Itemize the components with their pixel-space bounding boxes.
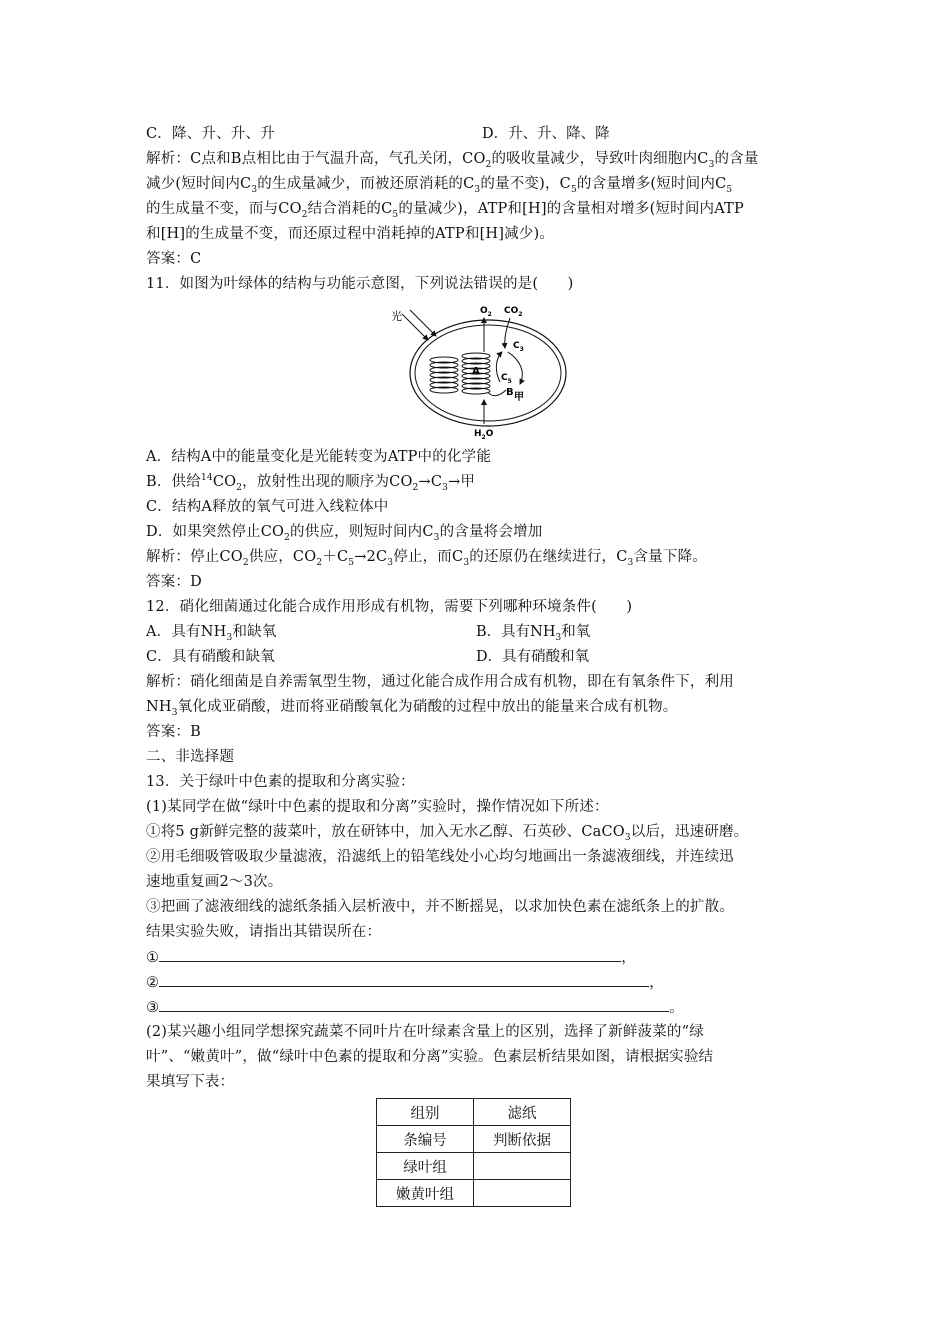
answer-blank-3[interactable]: ③ 。 [146,997,684,1018]
table-row [377,1126,571,1153]
section-heading: 二、非选择题 [146,749,235,765]
c5-label: $C_5$ [501,373,512,385]
q10-explanation-line-3: 的生成量不变，而与$CO_2$结合消耗的$C_5$的量减少)，ATP和[H]的含量相对增多(短时间内ATP [146,201,744,220]
q13-part2-line-2: 叶”、“嫩黄叶”，做“绿叶中色素的提取和分离”实验。色素层析结果如图，请根据实验结 [146,1049,714,1065]
co2-arrow [505,318,510,348]
results-table [376,1098,571,1207]
q12-option-a: A．具有$NH_3$和缺氧 [146,624,277,643]
q10-option-d: D．升、升、降、降 [482,126,610,142]
q12-option-c: C．具有硝酸和缺氧 [146,649,275,665]
table-row [377,1180,571,1207]
q12-answer: 答案：B [146,724,201,740]
q11-option-b: B．供给$^{14}CO_2$，放射性出现的顺序为$CO_2\to C_3\to$甲 [146,473,476,493]
q13-part2-line-1: (2)某兴趣小组同学想探究蔬菜不同叶片在叶绿素含量上的区别，选择了新鲜菠菜的“绿 [146,1024,704,1040]
table-cell: 判断依据 [474,1126,571,1153]
q11-explanation: 解析：停止$CO_2$供应，$CO_2+C_5\to 2C_3$停止，而$C_3$的还原仍在继续进行，$C_3$含量下降。 [146,549,707,568]
q13-step-2-line-2: 速地重复画2～3次。 [146,874,283,890]
jia-label: 甲 [514,392,524,403]
q11-answer: 答案：D [146,574,202,590]
q11-option-a: A．结构A中的能量变化是光能转变为ATP中的化学能 [146,449,492,465]
q13-step-1: ①将5 g新鲜完整的菠菜叶，放在研钵中，加入无水乙醇、石英砂、CaCO$_3$以后，迅速研磨。 [146,824,749,843]
structure-a-label: A [472,366,480,377]
q10-explanation-line-4: 和[H]的生成量不变，而还原过程中消耗掉的ATP和[H]减少)。 [146,226,555,242]
q11-option-d: D．如果突然停止$CO_2$的供应，则短时间内$C_3$的含量将会增加 [146,524,543,543]
q13-step-3: ③把画了滤液细线的滤纸条插入层析液中，并不断摇晃，以求加快色素在滤纸条上的扩散。 [146,899,734,915]
table-cell: 组别 [377,1099,474,1126]
atp-link-arrow [488,390,506,396]
light-arrow-1 [402,314,428,340]
table-answer-cell[interactable] [474,1153,571,1180]
q12-explanation-line-1: 解析：硝化细菌是自养需氧型生物，通过化能合成作用合成有机物，即在有氧条件下，利用 [146,674,734,690]
q10-explanation-line-2: 减少(短时间内$C_3$的生成量减少，而被还原消耗的$C_3$的量不变)，$C_5$的含量增多(短时间内$C_5$ [146,176,733,195]
q11-option-c: C．结构A释放的氧气可进入线粒体中 [146,499,389,515]
table-row [377,1099,571,1126]
h2o-label: $H_2O$ [474,429,494,441]
table-answer-cell[interactable] [474,1180,571,1207]
q13-result: 结果实验失败，请指出其错误所在： [146,924,382,940]
q13-step-2-line-1: ②用毛细吸管吸取少量滤液，沿滤纸上的铅笔线处小心均匀地画出一条滤液细线，并连续迅 [146,849,734,865]
table-cell: 滤纸 [474,1099,571,1126]
q12-explanation-line-2: $NH_3$氧化成亚硝酸，进而将亚硝酸氧化为硝酸的过程中放出的能量来合成有机物。 [146,699,678,718]
table-cell: 条编号 [377,1126,474,1153]
grana-stack-1 [430,357,458,393]
q12-stem: 12．硝化细菌通过化能合成作用形成有机物，需要下列哪种环境条件( ) [146,599,633,615]
table-cell: 绿叶组 [377,1153,474,1180]
b-label: B [506,387,514,398]
chloroplast-diagram [388,300,578,442]
q13-part1-intro: (1)某同学在做“绿叶中色素的提取和分离”实验时，操作情况如下所述： [146,799,609,815]
q13-stem: 13．关于绿叶中色素的提取和分离实验： [146,774,415,790]
q10-explanation-line-1: 解析：C点和B点相比由于气温升高，气孔关闭，$CO_2$的吸收量减少，导致叶肉细胞内$C_3$的含量 [146,151,759,170]
answer-blank-2[interactable]: ② ， [146,972,664,993]
table-row [377,1153,571,1180]
q10-answer: 答案：C [146,251,202,267]
q13-part2-line-3: 果填写下表： [146,1074,235,1090]
q12-option-b: B．具有$NH_3$和氧 [476,624,591,643]
q10-option-c: C．降、升、升、升 [146,126,275,142]
light-arrow-2 [410,310,436,336]
table-cell: 嫩黄叶组 [377,1180,474,1207]
q12-option-d: D．具有硝酸和氧 [476,649,590,665]
co2-label: $CO_2$ [504,306,523,318]
answer-blank-1[interactable]: ① ， [146,947,636,968]
o2-label: $O_2$ [480,306,492,318]
light-label: 光 [391,310,402,323]
q11-stem: 11．如图为叶绿体的结构与功能示意图，下列说法错误的是( ) [146,276,574,292]
c3-label: $C_3$ [513,341,524,353]
